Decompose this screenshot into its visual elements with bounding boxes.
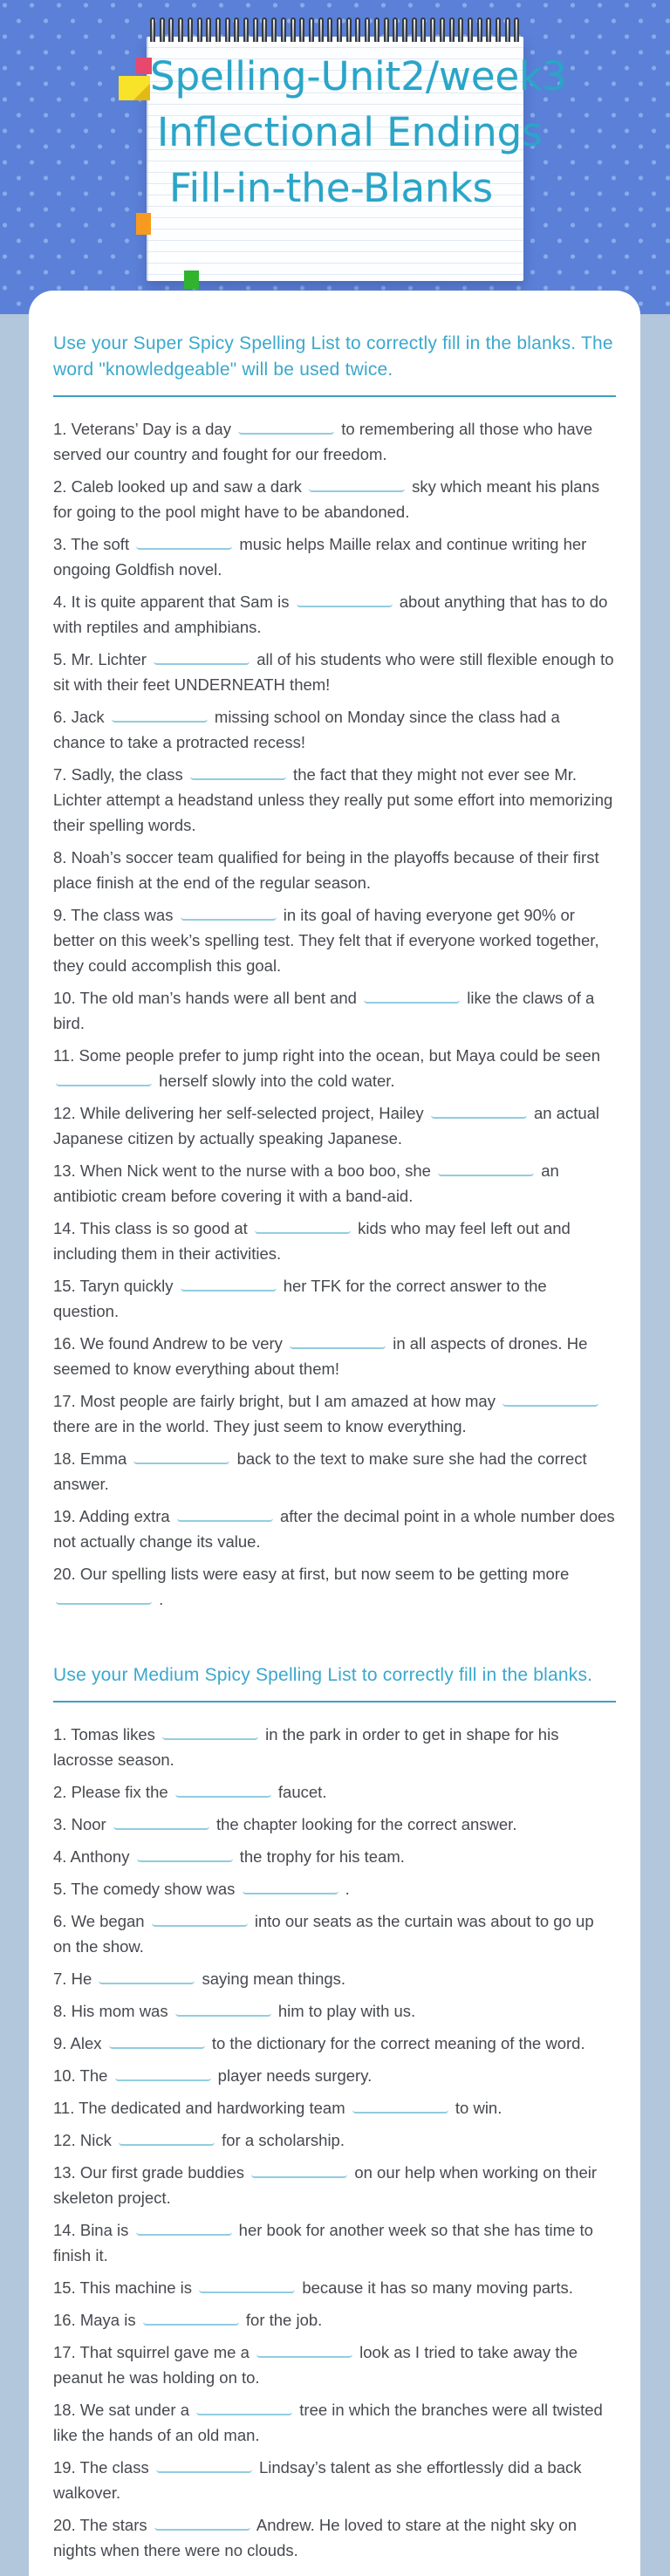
question-number: 8. bbox=[53, 2002, 67, 2020]
question-number: 12. bbox=[53, 1104, 76, 1122]
fill-blank-input[interactable] bbox=[56, 1071, 152, 1086]
question-item: 4. It is quite apparent that Sam is about anything that has to do with reptiles and amphibians. bbox=[53, 593, 608, 636]
spiral-coil bbox=[430, 17, 435, 42]
spiral-coil bbox=[449, 17, 455, 42]
spiral-coil bbox=[318, 17, 324, 42]
question-item: 3. The soft music helps Maille relax and continue writing her ongoing Goldfish novel. bbox=[53, 535, 587, 579]
question-number: 7. bbox=[53, 1970, 67, 1988]
question-item: 1. Veterans’ Day is a day to remembering all those who have served our country and fought for our freedom. bbox=[53, 420, 593, 463]
question-item: 11. The dedicated and hardworking team to win. bbox=[53, 2099, 502, 2117]
question-number: 3. bbox=[53, 1815, 67, 1833]
question-item: 14. This class is so good at kids who may feel left out and including them in their activities. bbox=[53, 1219, 571, 1263]
question-number: 11. bbox=[53, 1046, 75, 1065]
spiral-coil bbox=[393, 17, 398, 42]
question-item: 1. Tomas likes in the park in order to get in shape for his lacrosse season. bbox=[53, 1725, 559, 1769]
fill-blank-input[interactable] bbox=[175, 1782, 271, 1798]
question-number: 12. bbox=[53, 2131, 76, 2149]
spiral-coil bbox=[206, 17, 211, 42]
fill-blank-input[interactable] bbox=[136, 534, 232, 550]
question-number: 20. bbox=[53, 2516, 76, 2534]
fill-blank-input[interactable] bbox=[162, 1724, 258, 1740]
fill-blank-input[interactable] bbox=[109, 2033, 205, 2049]
title-line-1: Spelling-Unit2/week3 bbox=[150, 53, 567, 99]
question-item: 8. His mom was him to play with us. bbox=[53, 2002, 416, 2020]
question-number: 6. bbox=[53, 708, 67, 726]
question-item: 7. He saying mean things. bbox=[53, 1970, 346, 1988]
question-list bbox=[53, 416, 616, 1612]
question-item: 2. Caleb looked up and saw a dark sky which meant his plans for going to the pool might have to be abandoned. bbox=[53, 477, 600, 521]
spiral-coil bbox=[412, 17, 417, 42]
spiral-coil bbox=[440, 17, 445, 42]
title-line-3: Fill-in-the-Blanks bbox=[169, 165, 494, 211]
spiral-coil bbox=[309, 17, 314, 42]
question-item: 6. We began into our seats as the curtain was about to go up on the show. bbox=[53, 1912, 594, 1956]
question-item: 19. The class Lindsay’s talent as she effortlessly did a back walkover. bbox=[53, 2458, 582, 2502]
title-line-2: Inflectional Endings bbox=[157, 109, 543, 155]
fill-blank-input[interactable] bbox=[364, 988, 460, 1004]
fill-blank-input[interactable] bbox=[196, 2400, 292, 2415]
fill-blank-input[interactable] bbox=[251, 2162, 347, 2178]
question-number: 10. bbox=[53, 2066, 76, 2085]
question-item: 13. When Nick went to the nurse with a boo boo, she an antibiotic cream before covering it with a band-aid. bbox=[53, 1161, 559, 1205]
spiral-coil bbox=[291, 17, 296, 42]
question-item: 20. The stars Andrew. He loved to stare at the night sky on nights when there were no clouds. bbox=[53, 2516, 578, 2559]
question-item: 3. Noor the chapter looking for the correct answer. bbox=[53, 1815, 517, 1833]
spiral-coil bbox=[225, 17, 230, 42]
fill-blank-input[interactable] bbox=[181, 905, 277, 921]
question-number: 19. bbox=[53, 1507, 76, 1525]
spiral-coil bbox=[496, 17, 501, 42]
fill-blank-input[interactable] bbox=[175, 2001, 271, 2017]
question-number: 2. bbox=[53, 1783, 67, 1801]
fill-blank-input[interactable] bbox=[137, 1846, 233, 1862]
question-item: 20. Our spelling lists were easy at first, but now seem to be getting more . bbox=[53, 1565, 570, 1608]
question-number: 4. bbox=[53, 593, 67, 611]
worksheet-title bbox=[150, 49, 567, 216]
spiral-coil bbox=[299, 17, 304, 42]
spiral-coil bbox=[337, 17, 342, 42]
question-item: 4. Anthony the trophy for his team. bbox=[53, 1847, 405, 1866]
section-medium-spicy bbox=[53, 1662, 616, 2563]
spiral-coil bbox=[346, 17, 352, 42]
fill-blank-input[interactable] bbox=[136, 2220, 232, 2236]
question-number: 11. bbox=[53, 2099, 75, 2117]
question-number: 5. bbox=[53, 1880, 67, 1898]
question-number: 15. bbox=[53, 2278, 76, 2297]
question-number: 20. bbox=[53, 1565, 76, 1583]
spiral-coil bbox=[355, 17, 360, 42]
question-item: 12. While delivering her self-selected project, Hailey an actual Japanese citizen by actually speaking Japanese. bbox=[53, 1104, 600, 1148]
fill-blank-input[interactable] bbox=[181, 1276, 277, 1291]
fill-blank-input[interactable] bbox=[438, 1161, 534, 1176]
question-number: 18. bbox=[53, 1449, 76, 1468]
question-number: 17. bbox=[53, 1392, 76, 1410]
fill-blank-input[interactable] bbox=[297, 592, 393, 607]
question-number: 13. bbox=[53, 2163, 76, 2182]
question-number: 9. bbox=[53, 2034, 67, 2052]
fill-blank-input[interactable] bbox=[56, 1589, 152, 1605]
section-divider bbox=[53, 395, 616, 397]
question-number: 14. bbox=[53, 1219, 76, 1237]
spiral-coil bbox=[160, 17, 165, 42]
question-number: 16. bbox=[53, 1334, 76, 1353]
spiral-coil bbox=[262, 17, 267, 42]
question-item: 13. Our first grade buddies on our help when working on their skeleton project. bbox=[53, 2163, 597, 2207]
fill-blank-input[interactable] bbox=[113, 1814, 209, 1830]
question-item: 9. The class was in its goal of having everyone get 90% or better on this week’s spelling test. They felt that if everyone worked together, they could accomplish this goal. bbox=[53, 906, 599, 975]
spiral-coil bbox=[365, 17, 370, 42]
question-item: 6. Jack missing school on Monday since the class had a chance to take a protracted recess! bbox=[53, 708, 560, 751]
question-item: 15. This machine is because it has so many moving parts. bbox=[53, 2278, 573, 2297]
question-item: 18. Emma back to the text to make sure she had the correct answer. bbox=[53, 1449, 587, 1493]
fill-blank-input[interactable] bbox=[154, 2515, 250, 2531]
fill-blank-input[interactable] bbox=[243, 1879, 338, 1894]
question-number: 13. bbox=[53, 1161, 76, 1180]
spiral-coil bbox=[402, 17, 407, 42]
spiral-coil bbox=[271, 17, 277, 42]
question-number: 8. bbox=[53, 848, 67, 867]
question-number: 4. bbox=[53, 1847, 67, 1866]
spiral-coil bbox=[243, 17, 249, 42]
sticky-note-yellow bbox=[119, 76, 150, 100]
question-item: 14. Bina is her book for another week so that she has time to finish it. bbox=[53, 2221, 593, 2264]
question-item: 11. Some people prefer to jump right into the ocean, but Maya could be seen herself slowly into the cold water. bbox=[53, 1046, 601, 1090]
question-item: 7. Sadly, the class the fact that they might not ever see Mr. Lichter attempt a headstand unless they really put some effort into memorizing their spelling words. bbox=[53, 765, 613, 834]
fill-blank-input[interactable] bbox=[256, 2342, 352, 2358]
question-number: 16. bbox=[53, 2311, 76, 2329]
question-list bbox=[53, 1722, 616, 2563]
spiral-coil bbox=[253, 17, 258, 42]
question-number: 14. bbox=[53, 2221, 76, 2239]
question-item: 19. Adding extra after the decimal point in a whole number does not actually change its value. bbox=[53, 1507, 615, 1551]
fill-blank-input[interactable] bbox=[199, 2278, 295, 2293]
fill-blank-input[interactable] bbox=[190, 764, 286, 780]
question-number: 6. bbox=[53, 1912, 67, 1930]
spiral-coil bbox=[514, 17, 519, 42]
fill-blank-input[interactable] bbox=[154, 649, 250, 665]
spiral-coil bbox=[197, 17, 202, 42]
sticky-note-orange bbox=[136, 213, 151, 235]
question-item: 17. That squirrel gave me a look as I tried to take away the peanut he was holding on to. bbox=[53, 2343, 578, 2387]
fill-blank-input[interactable] bbox=[152, 1911, 248, 1927]
question-number: 17. bbox=[53, 2343, 76, 2361]
question-item: 15. Taryn quickly her TFK for the correct answer to the question. bbox=[53, 1277, 547, 1320]
sticky-note-green bbox=[184, 271, 199, 289]
question-item: 16. Maya is for the job. bbox=[53, 2311, 323, 2329]
question-item: 10. The player needs surgery. bbox=[53, 2066, 373, 2085]
spiral-coil bbox=[281, 17, 286, 42]
spiral-coil bbox=[420, 17, 426, 42]
section-instruction: Use your Medium Spicy Spelling List to correctly fill in the blanks. bbox=[53, 1665, 593, 1685]
question-number: 18. bbox=[53, 2401, 76, 2419]
spiral-coil bbox=[327, 17, 332, 42]
question-item: 2. Please fix the faucet. bbox=[53, 1783, 327, 1801]
section-divider bbox=[53, 1701, 616, 1702]
question-number: 15. bbox=[53, 1277, 76, 1295]
spiral-coil bbox=[458, 17, 463, 42]
question-item: 5. Mr. Lichter all of his students who were still flexible enough to sit with their feet UNDERNEATH them! bbox=[53, 650, 614, 694]
question-number: 10. bbox=[53, 989, 76, 1007]
spiral-coil bbox=[168, 17, 174, 42]
question-number: 1. bbox=[53, 1725, 67, 1744]
question-item: 5. The comedy show was . bbox=[53, 1880, 350, 1898]
question-number: 9. bbox=[53, 906, 67, 924]
spiral-coil bbox=[486, 17, 491, 42]
fill-blank-input[interactable] bbox=[112, 707, 208, 723]
question-item: 8. Noah’s soccer team qualified for being in the playoffs because of their first place finish at the end of the regular season. bbox=[53, 848, 599, 892]
fill-blank-input[interactable] bbox=[309, 476, 405, 492]
spiral-coil bbox=[384, 17, 389, 42]
fill-blank-input[interactable] bbox=[290, 1333, 386, 1349]
fill-blank-input[interactable] bbox=[255, 1218, 351, 1234]
fill-blank-input[interactable] bbox=[352, 2098, 448, 2114]
question-item: 18. We sat under a tree in which the branches were all twisted like the hands of an old man. bbox=[53, 2401, 603, 2444]
question-item: 9. Alex to the dictionary for the correct meaning of the word. bbox=[53, 2034, 585, 2052]
spiral-binding bbox=[150, 17, 520, 47]
fill-blank-input[interactable] bbox=[133, 1449, 229, 1464]
question-number: 1. bbox=[53, 420, 67, 438]
question-item: 17. Most people are fairly bright, but I am amazed at how may there are in the world. They just seem to know everything. bbox=[53, 1388, 616, 1439]
question-number: 3. bbox=[53, 535, 67, 553]
fill-blank-input[interactable] bbox=[177, 1506, 273, 1522]
section-instruction: Use your Super Spicy Spelling List to correctly fill in the blanks. The word "knowledgeable" will be used twice. bbox=[53, 333, 613, 380]
fill-blank-input[interactable] bbox=[502, 1391, 598, 1407]
spiral-coil bbox=[150, 17, 155, 42]
spiral-coil bbox=[234, 17, 239, 42]
question-item: 16. We found Andrew to be very in all aspects of drones. He seemed to know everything about them! bbox=[53, 1334, 588, 1378]
fill-blank-input[interactable] bbox=[156, 2457, 252, 2473]
spiral-coil bbox=[215, 17, 221, 42]
question-number: 7. bbox=[53, 765, 67, 784]
question-number: 5. bbox=[53, 650, 67, 668]
question-number: 19. bbox=[53, 2458, 76, 2477]
question-item: 12. Nick for a scholarship. bbox=[53, 2131, 345, 2149]
spiral-coil bbox=[468, 17, 473, 42]
fill-blank-input[interactable] bbox=[115, 2066, 211, 2081]
fill-blank-input[interactable] bbox=[99, 1969, 195, 1984]
spiral-coil bbox=[188, 17, 193, 42]
spiral-coil bbox=[374, 17, 379, 42]
fill-blank-input[interactable] bbox=[431, 1103, 527, 1119]
spiral-coil bbox=[178, 17, 183, 42]
worksheet-card bbox=[29, 291, 640, 2576]
question-number: 2. bbox=[53, 477, 67, 496]
fill-blank-input[interactable] bbox=[143, 2310, 239, 2326]
question-item: 10. The old man’s hands were all bent and like the claws of a bird. bbox=[53, 989, 595, 1032]
spiral-coil bbox=[505, 17, 510, 42]
fill-blank-input[interactable] bbox=[119, 2130, 215, 2146]
fill-blank-input[interactable] bbox=[238, 419, 334, 435]
spiral-coil bbox=[477, 17, 482, 42]
section-super-spicy bbox=[53, 331, 616, 1612]
